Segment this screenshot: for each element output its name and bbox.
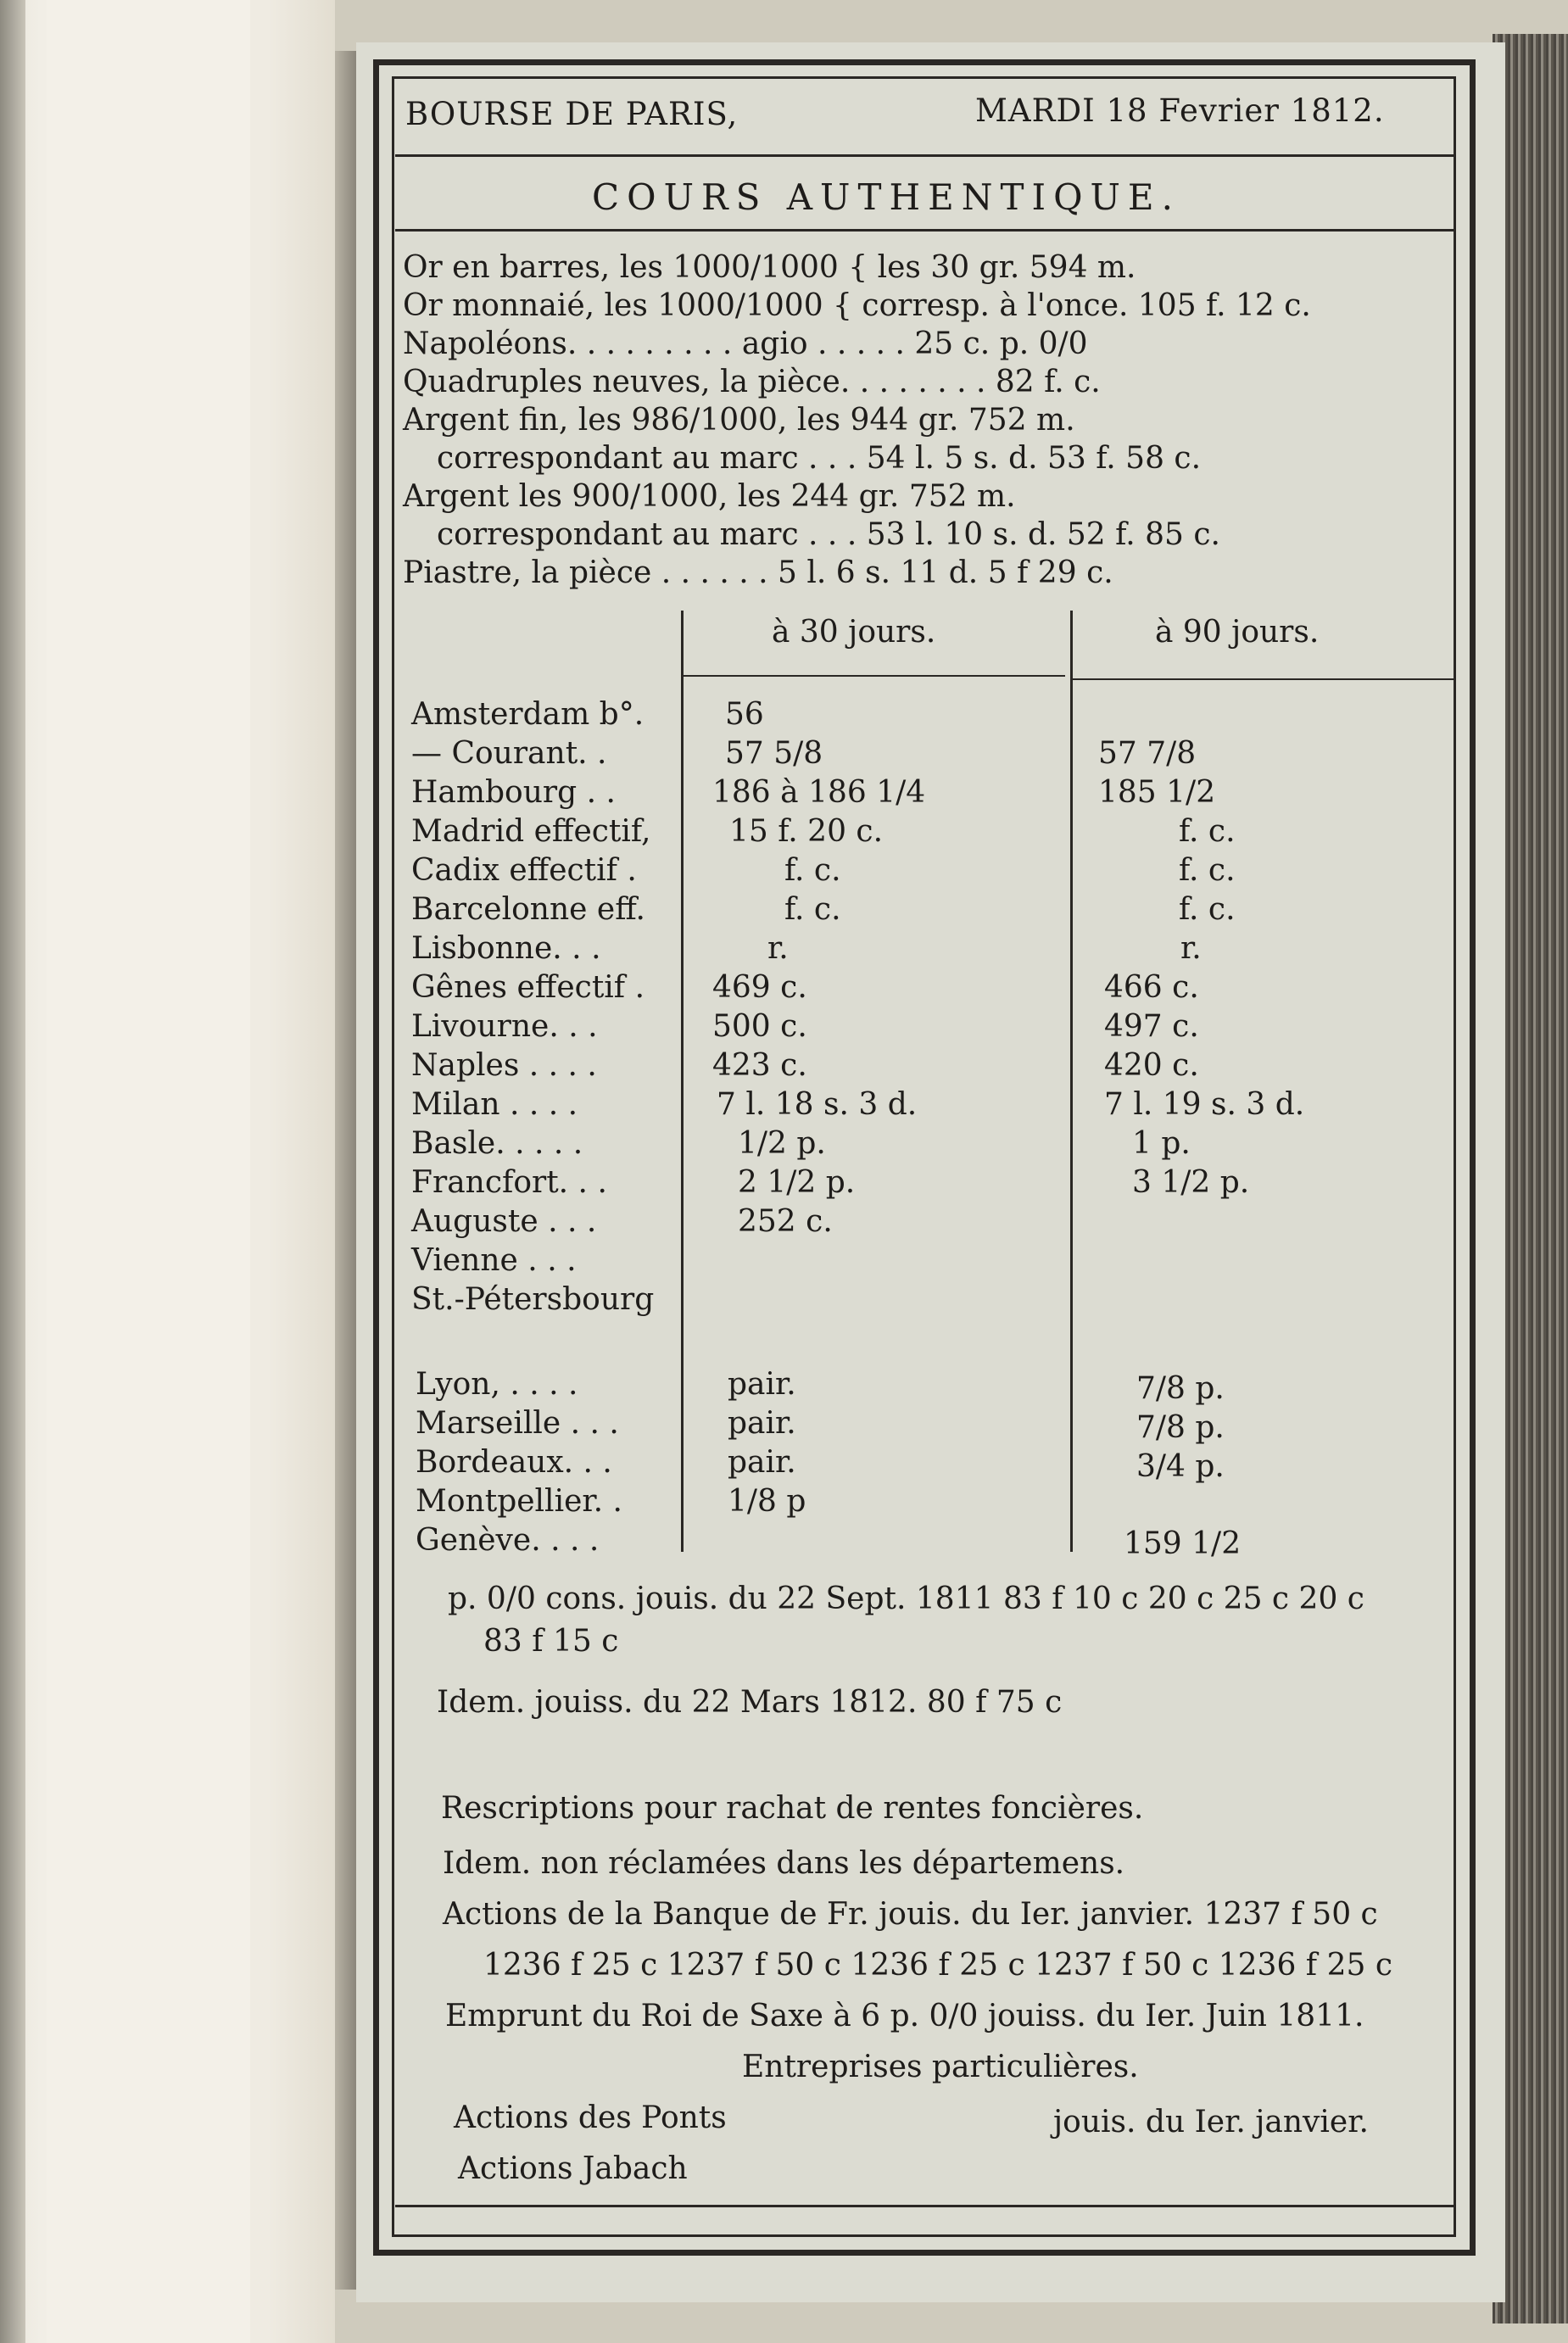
table-cell-90: 1 p.	[1132, 1126, 1191, 1161]
table-cell-30: 7 l. 18 s. 3 d.	[717, 1087, 918, 1122]
table-cell-place: Marseille . . .	[416, 1406, 619, 1441]
column-rule-90	[1073, 678, 1454, 680]
footer-line: Idem. non réclamées dans les départemens.	[443, 1846, 1125, 1881]
table-divider-right	[1070, 611, 1073, 1552]
table-cell-90: r.	[1180, 931, 1202, 966]
table-cell-90: 185 1/2	[1098, 775, 1216, 810]
footer-line: 1236 f 25 c 1237 f 50 c 1236 f 25 c 1237 f 50 c 1236 f 25 c	[483, 1948, 1392, 1983]
table-cell-place: Vienne . . .	[411, 1243, 577, 1278]
header-left: BOURSE DE PARIS,	[405, 96, 739, 132]
table-cell-30: 186 à 186 1/4	[712, 775, 926, 810]
table-cell-place: Genève. . . .	[416, 1523, 600, 1558]
table-cell-place: Lisbonne. . .	[411, 931, 601, 966]
table-cell-90: 420 c.	[1104, 1048, 1199, 1083]
table-cell-30: f. c.	[784, 853, 841, 888]
table-cell-30: r.	[767, 931, 789, 966]
table-cell-place: Naples . . . .	[411, 1048, 597, 1083]
table-divider-left	[681, 611, 684, 1552]
table-cell-30: 15 f. 20 c.	[729, 814, 884, 849]
table-cell-90: 497 c.	[1104, 1009, 1199, 1044]
footer-line: jouis. du Ier. janvier.	[1053, 2105, 1369, 2139]
table-cell-30: f. c.	[784, 892, 841, 927]
table-cell-90: 466 c.	[1104, 970, 1199, 1005]
table-cell-90: 7/8 p.	[1136, 1371, 1225, 1406]
table-cell-90: f. c.	[1179, 892, 1236, 927]
metal-line: Argent fin, les 986/1000, les 944 gr. 752 m.	[403, 403, 1075, 438]
table-cell-30: 423 c.	[712, 1048, 807, 1083]
table-cell-place: Cadix effectif .	[411, 853, 637, 888]
table-cell-place: Bordeaux. . .	[416, 1445, 612, 1480]
table-cell-place: St.-Pétersbourg	[411, 1282, 655, 1317]
metal-line: Quadruples neuves, la pièce. . . . . . . . 82 f. c.	[403, 365, 1101, 399]
table-cell-place: Montpellier. .	[416, 1484, 622, 1519]
metal-line: Or en barres, les 1000/1000 { les 30 gr. 594 m.	[403, 250, 1136, 285]
footer-heading: Entreprises particulières.	[742, 2050, 1139, 2084]
footer-line: Actions des Ponts	[454, 2100, 727, 2135]
table-cell-30: 2 1/2 p.	[738, 1165, 856, 1200]
table-cell-30: 252 c.	[738, 1204, 833, 1239]
header-date: MARDI 18 Fevrier 1812.	[975, 92, 1385, 129]
column-header-90: à 90 jours.	[1155, 615, 1320, 650]
table-cell-place: Lyon, . . . .	[416, 1367, 578, 1402]
footer-line: Actions de la Banque de Fr. jouis. du Ier. janvier. 1237 f 50 c	[443, 1897, 1378, 1932]
left-page-strip	[47, 0, 250, 2343]
table-cell-place: Barcelonne eff.	[411, 892, 645, 927]
footer-line: Actions Jabach	[458, 2151, 688, 2186]
table-cell-place: Gênes effectif .	[411, 970, 645, 1005]
table-cell-90: f. c.	[1179, 814, 1236, 849]
table-cell-30: 57 5/8	[725, 736, 823, 771]
rentes-line: p. 0/0 cons. jouis. du 22 Sept. 1811 83 f 10 c 20 c 25 c 20 c	[448, 1582, 1364, 1616]
table-cell-30: 1/8 p	[728, 1484, 806, 1519]
table-cell-place: Francfort. . .	[411, 1165, 607, 1200]
book-cover-edge	[0, 0, 25, 2343]
table-cell-place: Hambourg . .	[411, 775, 616, 810]
table-cell-90: 3 1/2 p.	[1132, 1165, 1250, 1200]
table-cell-place: Madrid effectif,	[411, 814, 651, 849]
table-cell-30: pair.	[728, 1445, 796, 1480]
rentes-line: Idem. jouiss. du 22 Mars 1812. 80 f 75 c	[437, 1685, 1063, 1720]
metal-line: Or monnaié, les 1000/1000 { corresp. à l'once. 105 f. 12 c.	[403, 288, 1311, 323]
table-cell-place: Milan . . . .	[411, 1087, 578, 1122]
table-cell-place: Auguste . . .	[411, 1204, 597, 1239]
table-cell-90: 3/4 p.	[1136, 1449, 1225, 1484]
metal-line: correspondant au marc . . . 54 l. 5 s. d. 53 f. 58 c.	[437, 441, 1202, 476]
rentes-line: 83 f 15 c	[483, 1624, 619, 1659]
metal-line: Piastre, la pièce . . . . . . 5 l. 6 s. 11 d. 5 f 29 c.	[403, 555, 1113, 590]
metal-line: correspondant au marc . . . 53 l. 10 s. d. 52 f. 85 c.	[437, 517, 1220, 552]
table-cell-place: — Courant. .	[411, 736, 607, 771]
table-cell-place: Amsterdam b°.	[411, 697, 644, 732]
table-cell-90: 7 l. 19 s. 3 d.	[1104, 1087, 1305, 1122]
table-cell-place: Basle. . . . .	[411, 1126, 583, 1161]
bottom-rule	[395, 2205, 1455, 2207]
table-cell-30: 1/2 p.	[738, 1126, 826, 1161]
table-cell-30: 469 c.	[712, 970, 807, 1005]
table-cell-place: Livourne. . .	[411, 1009, 598, 1044]
table-cell-30: pair.	[728, 1406, 796, 1441]
table-cell-30: 56	[725, 697, 764, 732]
table-cell-90: 7/8 p.	[1136, 1410, 1225, 1445]
metal-line: Argent les 900/1000, les 244 gr. 752 m.	[403, 479, 1016, 514]
table-cell-90: 159 1/2	[1124, 1526, 1242, 1561]
table-cell-30: pair.	[728, 1367, 796, 1402]
column-header-30: à 30 jours.	[772, 615, 936, 650]
table-cell-90: 57 7/8	[1098, 736, 1197, 771]
table-cell-30: 500 c.	[712, 1009, 807, 1044]
footer-line: Rescriptions pour rachat de rentes foncières.	[441, 1791, 1144, 1826]
column-rule-30	[684, 675, 1065, 677]
footer-line: Emprunt du Roi de Saxe à 6 p. 0/0 jouiss. du Ier. Juin 1811.	[445, 1999, 1364, 2033]
title-rule	[395, 229, 1455, 232]
header-rule	[395, 154, 1455, 157]
page-title: COURS AUTHENTIQUE.	[592, 176, 1180, 218]
metal-line: Napoléons. . . . . . . . . agio . . . . . 25 c. p. 0/0	[403, 326, 1088, 361]
table-cell-90: f. c.	[1179, 853, 1236, 888]
